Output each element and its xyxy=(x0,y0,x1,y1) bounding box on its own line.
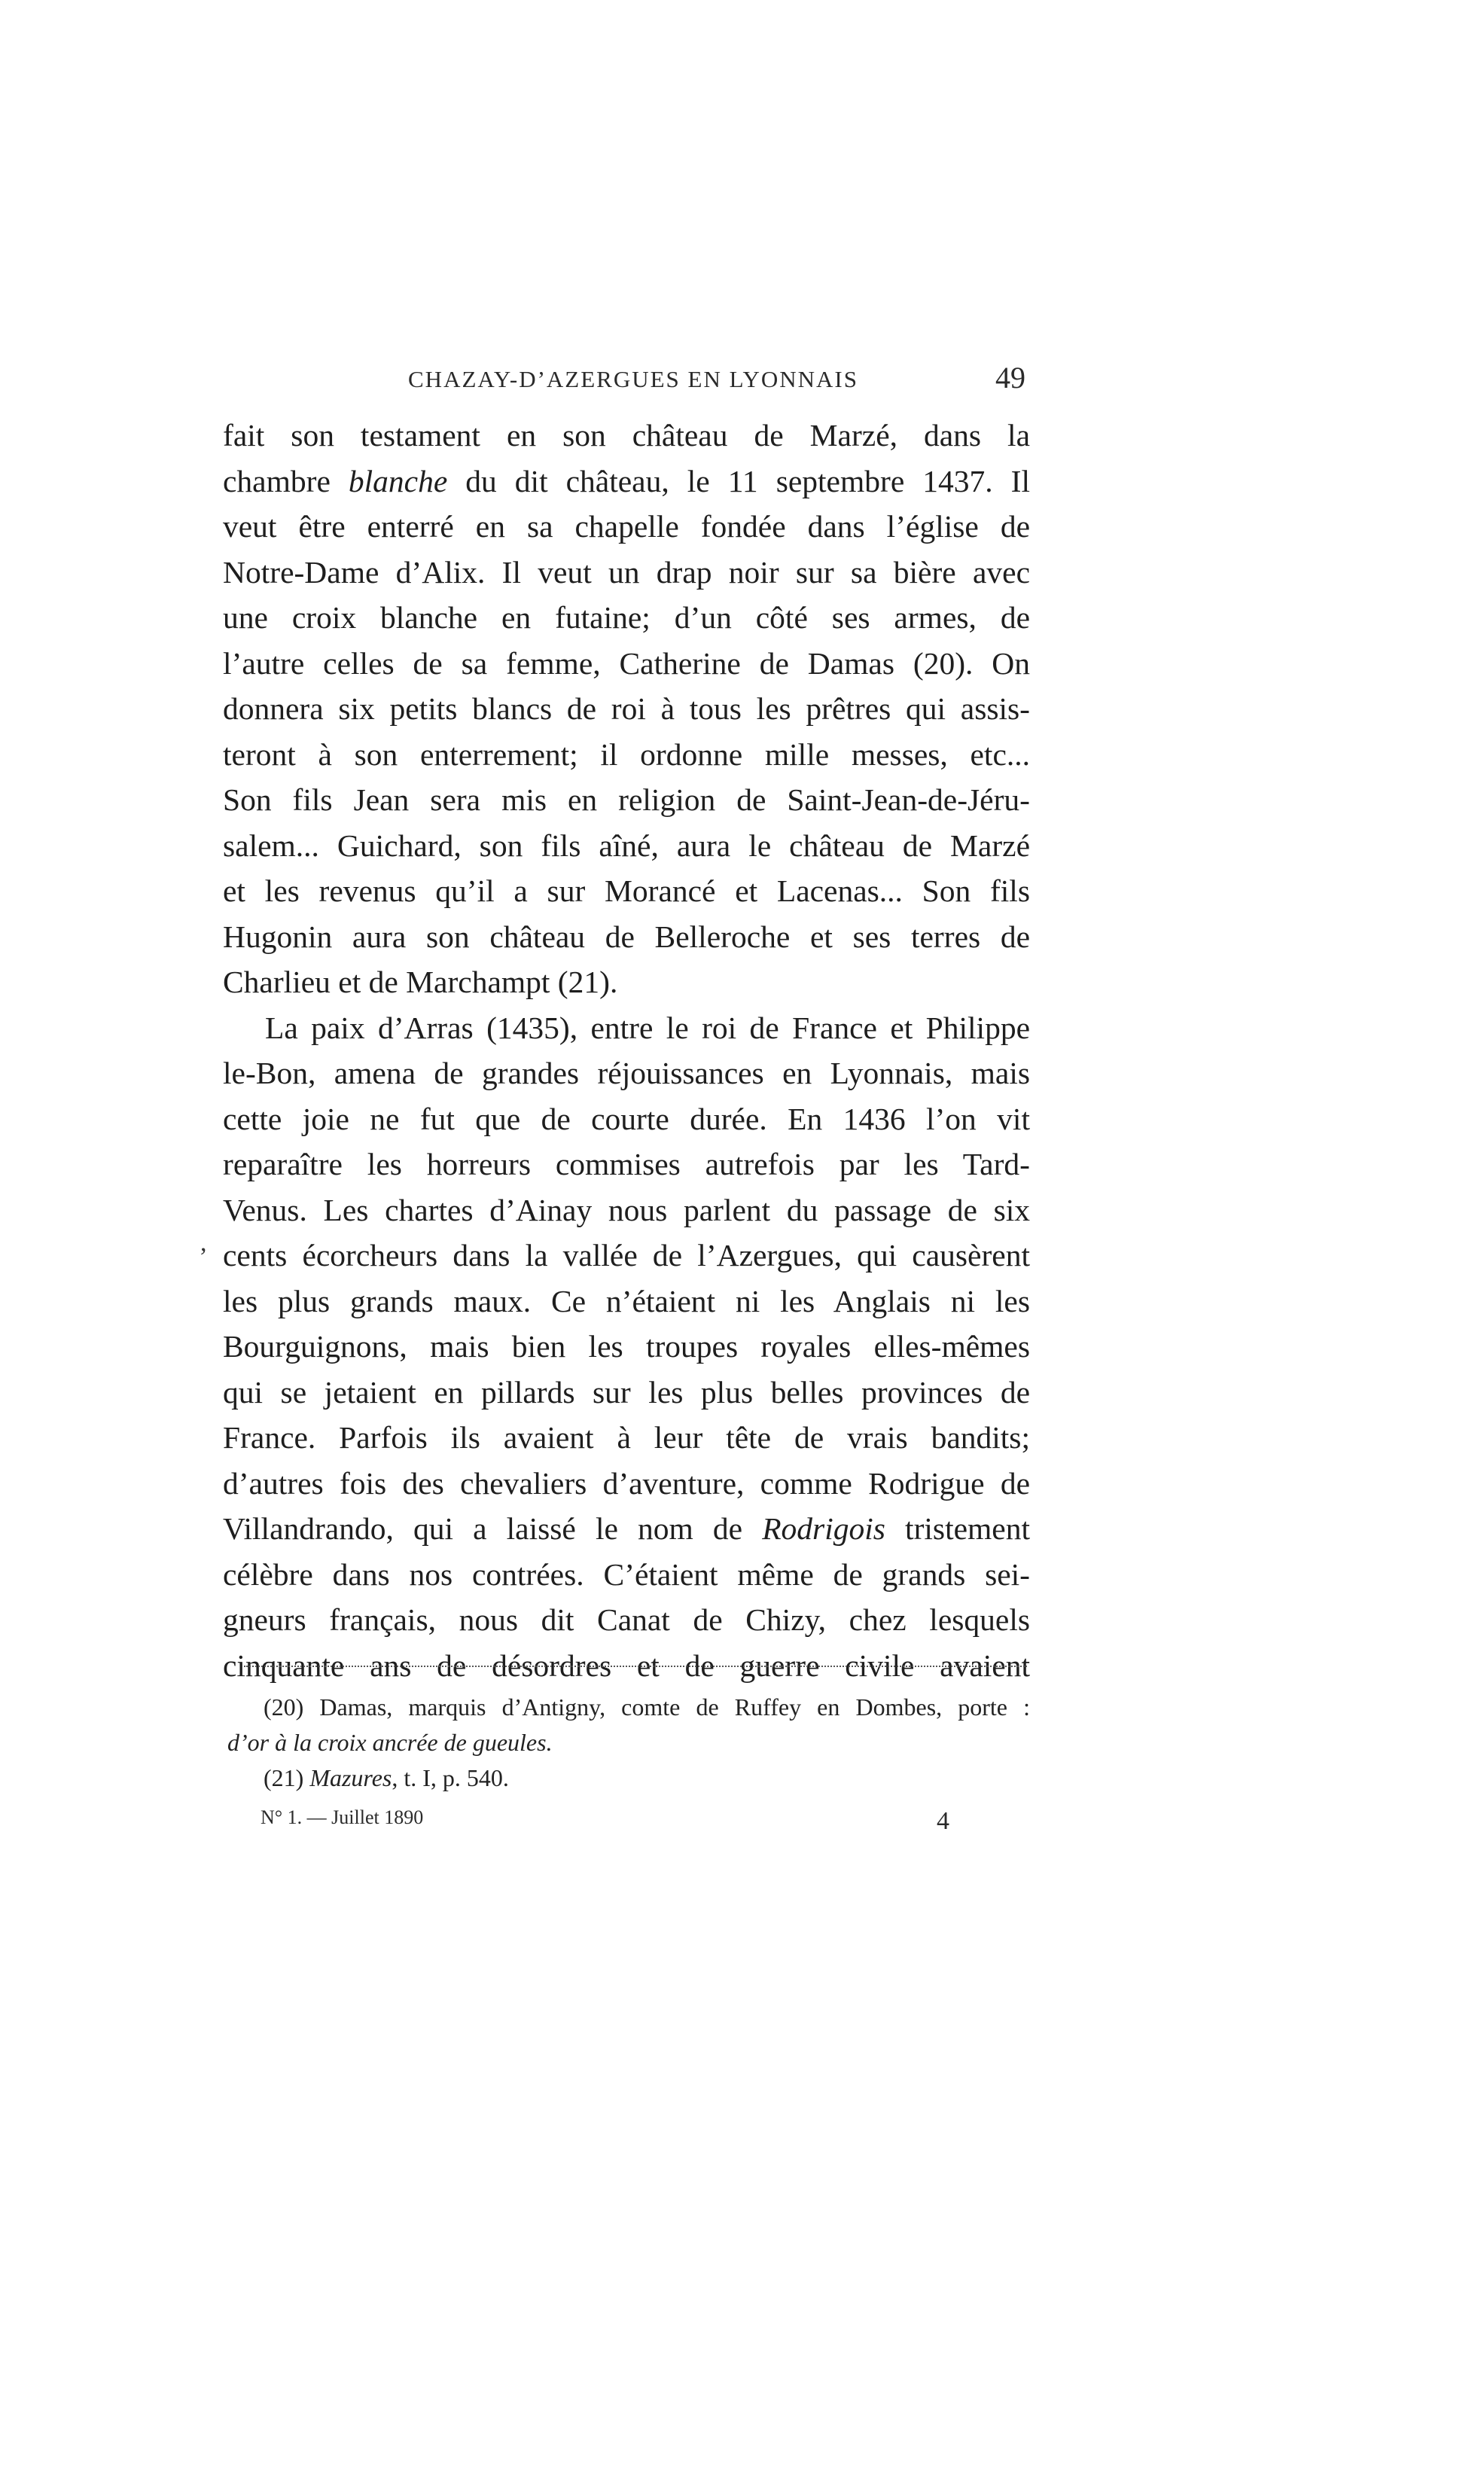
text-line: cents écorcheurs dans la vallée de l’Azergues, qui causèrent xyxy=(223,1238,1030,1273)
text-line: cinquante ans de désordres et de guerre civile avaient xyxy=(223,1647,1030,1683)
text-line: célèbre dans nos contrées. C’étaient même de grands sei- xyxy=(223,1556,1030,1592)
footnotes xyxy=(223,1690,1030,1796)
text-line: chambre blanche du dit château, le 11 septembre 1437. Il xyxy=(223,463,1030,498)
main-text xyxy=(223,413,1030,1688)
text-line: Villandrando, qui a laissé le nom de Rodrigois tristement xyxy=(223,1511,1030,1546)
paragraph-start-line: La paix d’Arras (1435), entre le roi de France et Philippe xyxy=(265,1010,1030,1045)
issue-signature: N° 1. — Juillet 1890 xyxy=(261,1806,424,1828)
page-number: 49 xyxy=(995,361,1025,395)
text-line: donnera six petits blancs de roi à tous les prêtres qui assis- xyxy=(223,691,1030,726)
italic-term: blanche xyxy=(348,463,448,498)
footnote-20: (20) Damas, marquis d’Antigny, comte de Ruffey en Dombes, porte : xyxy=(264,1693,1030,1721)
footnote-21: (21) Mazures, t. I, p. 540. xyxy=(264,1764,509,1791)
text-line: d’autres fois des chevaliers d’aventure, comme Rodrigue de xyxy=(223,1465,1030,1501)
running-title: CHAZAY-D’AZERGUES EN LYONNAIS xyxy=(408,366,858,392)
text-line: France. Parfois ils avaient à leur tête de vrais bandits; xyxy=(223,1420,1030,1455)
text-line: une croix blanche en futaine; d’un côté ses armes, de xyxy=(223,600,1030,635)
text-line: Son fils Jean sera mis en religion de Saint-Jean-de-Jéru- xyxy=(223,782,1030,817)
footnote-20-continuation: d’or à la croix ancrée de gueules. xyxy=(227,1729,553,1756)
italic-term: Rodrigois xyxy=(762,1511,885,1546)
text-line: l’autre celles de sa femme, Catherine de Damas (20). On xyxy=(223,645,1030,681)
text-line: Notre-Dame d’Alix. Il veut un drap noir sur sa bière avec xyxy=(223,554,1030,590)
text-line: fait son testament en son château de Marzé, dans la xyxy=(223,418,1030,453)
text-line: reparaître les horreurs commises autrefois par les Tard- xyxy=(223,1147,1030,1181)
footnote-separator xyxy=(244,1666,1027,1667)
text-line: Bourguignons, mais bien les troupes royales elles-mêmes xyxy=(223,1329,1030,1364)
text-line: salem... Guichard, son fils aîné, aura le château de Marzé xyxy=(223,828,1030,863)
text-line: et les revenus qu’il a sur Morancé et Lacenas... Son fils xyxy=(223,873,1030,908)
sheet-number: 4 xyxy=(937,1807,949,1835)
text-line: teront à son enterrement; il ordonne mille messes, etc... xyxy=(223,736,1030,772)
text-line: qui se jetaient en pillards sur les plus belles provinces de xyxy=(223,1374,1030,1410)
text-line: veut être enterré en sa chapelle fondée dans l’église de xyxy=(223,509,1030,544)
text-line: Venus. Les chartes d’Ainay nous parlent du passage de six xyxy=(223,1192,1030,1227)
text-line: Charlieu et de Marchampt (21). xyxy=(223,965,618,999)
text-line: Hugonin aura son château de Belleroche et ses terres de xyxy=(223,919,1030,954)
text-line: cette joie ne fut que de courte durée. En 1436 l’on vit xyxy=(223,1101,1030,1136)
margin-mark: , xyxy=(200,1229,207,1257)
page-header xyxy=(223,360,1030,405)
text-line: les plus grands maux. Ce n’étaient ni les Anglais ni les xyxy=(223,1283,1030,1318)
text-line: gneurs français, nous dit Canat de Chizy, chez lesquels xyxy=(223,1602,1030,1637)
text-line: le-Bon, amena de grandes réjouissances en Lyonnais, mais xyxy=(223,1056,1030,1090)
